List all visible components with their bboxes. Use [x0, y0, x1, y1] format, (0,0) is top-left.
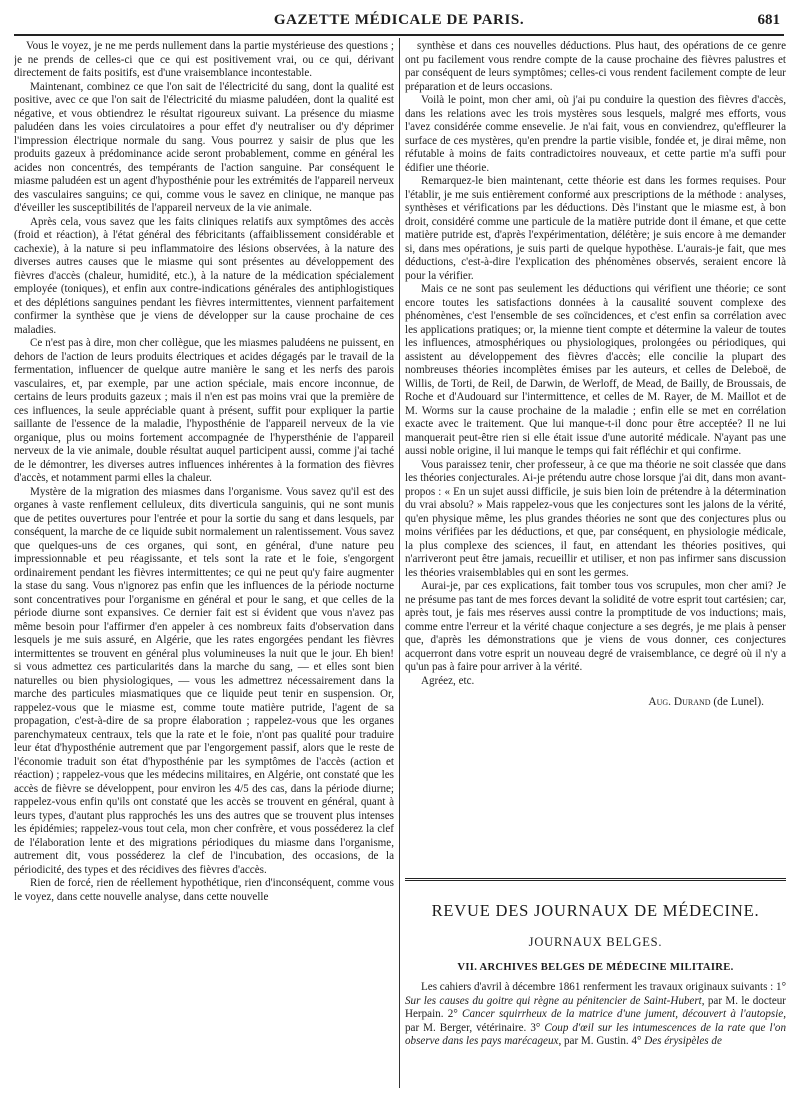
review-title: REVUE DES JOURNAUX DE MÉDECINE. — [431, 901, 760, 920]
signature-place: (de Lunel). — [713, 696, 764, 708]
paragraph: Voilà le point, mon cher ami, où j'ai pu conduire la question des fièvres d'accès, dans les relations avec les trois mystères sous lesquels, malgré mes efforts, vous l'avez considérée comme ensevelie. Je n'ai fait, vous en conviendrez, qu'effleurer la surface de ces mystères, qu'en prendre la partie visible, fondée et, je dirai même, non réfutable à moins de faits contradictoires nouveaux, et cette partie m'a suffi pour édifier une théorie. — [405, 94, 786, 174]
journal-title: GAZETTE MÉDICALE DE PARIS. — [273, 12, 525, 28]
work-title: Cancer squirrheux de la matrice d'une jument, découvert à l'autopsie — [462, 1008, 784, 1020]
page-header — [14, 8, 784, 36]
right-column — [405, 40, 786, 870]
work-title: Sur les causes du goitre qui règne au pénitencier de Saint-Hubert — [405, 994, 702, 1007]
review-body — [405, 981, 786, 1049]
paragraph: Ce n'est pas à dire, mon cher collègue, que les miasmes paludéens ne puissent, en dehors de l'action de leurs produits électriques et acides dégagés par le travail de la fermentation, influencer de quelque autre manière le sang et les nerfs des parois vasculaires, et, par exemple, par une action spéciale, mais encore inconnue, de certains de leurs produits gazeux ; mais il n'en est pas moins vrai que la première de ces influences, la seule appréciable quant à présent, suffit pour expliquer la partie saillante de l'essence de la maladie, l'hyposthénie de l'appareil nerveux de la vie organique, plus ou moins fortement accompagnée de l'hypersthénie de l'appareil nerveux de la vie animale, double résultat auquel participent aussi, comme j'ai taché de le démontrer, les diverses autres influences inhérentes à la formation des fièvres d'accès, et notamment parmi elles la chaleur. — [14, 337, 394, 484]
paragraph: Après cela, vous savez que les faits cliniques relatifs aux symptômes des accès (froid et réaction), à l'état général des fébricitants (affaiblissement considérable et cachexie), à la nature si peu inflammatoire des lésions observées, à la nature des diverses autres causes que le miasme qui sont présentes au développement des fièvres d'accès (chaleur, humidité, etc.), à la nature de la médication spécialement employée (toniques), et enfin aux contre-indications générales des antiphlogistiques et des déplétions sanguines pendant les fièvres intermittentes, viennent parfaitement confirmer la synthèse que je viens de développer sur la cause prochaine de ces maladies. — [14, 215, 394, 336]
signature-name: Aug. Durand — [648, 696, 711, 708]
review-subtitle: JOURNAUX BELGES. — [528, 935, 663, 949]
review-text: , par M. le docteur Herpain. 2° — [405, 994, 786, 1020]
signature — [405, 696, 786, 710]
review-section-heading: VII. ARCHIVES BELGES DE MÉDECINE MILITAIRE. — [457, 962, 734, 973]
left-column — [14, 40, 394, 1092]
review-text: , par M. Berger, vétérinaire. 3° — [405, 1008, 786, 1034]
column-divider — [399, 38, 400, 1088]
paragraph: Maintenant, combinez ce que l'on sait de l'électricité du sang, dont la qualité est positive, avec ce que l'on sait de l'électricité du miasme paludéen, dont la qualité est négative, et vous obtiendrez le résultat rigoureux suivant. La présence du miasme paludéen dans les voies circulatoires a pour effet d'y neutraliser ou d'y déprimer l'impression électrique normale du sang. Vous pourrez y saisir de plus que les produits gazeux à prédominance acide seront probablement, comme en général les acides non concentrés, des tempérants de l'action sanguine. Par conséquent le miasme paludéen est un agent d'hyposthénie pour les extrémités de l'appareil nerveux des vasculaires sanguins; ce qui, comme vous le savez en clinique, ne manque pas d'éveiller les susceptibilités de l'appareil nerveux de la vie animale. — [14, 80, 394, 214]
review-text: Les cahiers d'avril à décembre 1861 renferment les travaux originaux suivants : 1° — [421, 981, 786, 993]
paragraph: Remarquez-le bien maintenant, cette théorie est dans les formes requises. Pour l'établir, je me suis entièrement conformé aux prescriptions de la méthode : analyses, synthèses et vérifications par les déductions. Dès l'instant que le miasme est, à bon droit, considéré comme une particule de la matière putride dont il émane, et que cette matière putride est, d'après l'expérimentation, délétère; je suis encore à me demander si, dans mes opérations, je suis parti de quelque hypothèse. L'aurais-je fait, que mes déductions, c'est-à-dire l'explication des phénomènes observés, seraient encore là pour la vérifier. — [405, 175, 786, 282]
paragraph: Mais ce ne sont pas seulement les déductions qui vérifient une théorie; ce sont encore toutes les satisfactions données à la causalité souvent complexe des phénomènes, c'est l'ensemble de ses coïncidences, et c'est enfin sa corrélation avec les applications pratiques; or, la mienne tient compte et détermine la valeur de toutes les influences, atmosphériques ou physiologiques, prolongées ou périodiques, qui assistent au développement des fièvres d'accès; elle concilie la plupart des nombreuses théories incomplètes émises par les auteurs, et celles de Deleboë, de Willis, de Torti, de Reil, de Darwin, de Werloff, de Mead, de Bailly, de Broussais, de Roche et d'Audouard sur l'intermittence, et celles de M. Rayer, de M. Maillot et de M. Worms sur la cause prochaine de la maladie ; enfin elle se met en corrélation exacte avec le traitement. Que lui manque-t-il donc pour être acceptée? Il ne lui manquerait peut-être rien si elle était issue d'une autorité médicale. N'ayant pas une aussi noble origine, il lui manque le temps qui fait réfléchir et qui confirme. — [405, 283, 786, 457]
review-text: , par M. Gustin. 4° — [558, 1035, 642, 1047]
page-number: 681 — [757, 12, 780, 28]
paragraph: Aurai-je, par ces explications, fait tomber tous vos scrupules, mon cher ami? Je ne présume pas tant de mes forces devant la solidité de votre esprit tout cartésien; car, après tout, je fais mes réserves aussi contre la promptitude de vos inductions; mais, comme entre l'erreur et la vérité chaque conjecture a ses degrés, je me plais à penser que, d'après les démonstrations que je viens de vous donner, ces conjectures acquerront dans votre esprit un nouveau degré de vraisemblance, ce degré où il n'y a qu'un pas à faire pour arriver à la vérité. — [405, 580, 786, 673]
work-title: Des érysipèles de — [644, 1035, 722, 1047]
paragraph: Mystère de la migration des miasmes dans l'organisme. Vous savez qu'il est des organes à vaste renflement celluleux, dits diverticula sanguinis, qui ne sont munis que de petites ouvertures pour l'entrée et pour la sortie du sang et dans lesquels, par conséquent, la marche de ce liquide subit normalement un ralentissement. Vous savez que quelques-uns de ces organes, qui sont, en général, d'une nature peu impressionnable et peu réagissante, et tels sont la rate et le foie, s'engorgent ordinairement pendant les fièvres intermittentes; ce qui ne peut qu'y faire augmenter la stase du sang. Vous n'ignorez pas enfin que les influences de la période nocturne sont concentratives pour l'organisme en général et pour le sang, et que celles de la période diurne sont expansives. Ce dernier fait est si évident que vous n'avez pas même besoin pour l'affirmer d'en appeler à ces nombreux faits d'observation dans lesquels je me suis assuré, en Algérie, que les rates engorgées pendant les fièvres intermittentes se trouvent en général plus volumineuses la nuit que le jour. Eh bien! si vous admettez ces particularités dans la marche du sang, — et elles sont bien naturelles ou bien physiologiques, — vous les admettrez nécessairement dans la marche des particules miasmatiques que ce liquide peut tenir en suspension. Or, rappelez-vous que le miasme est, comme toute matière putride, l'agent de sa propagation, c'est-à-dire de sa propre élaboration ; rappelez-vous que les organes parenchymateux centraux, tels que la rate et le foie, n'ont pas qualité pour traduire leur état d'hyposthénie autrement que par l'engorgement passif, alors que le reste de l'économie traduit son état d'hyposthénie par les symptômes de l'accès (action et réaction) ; rappelez-vous que les médecins militaires, en Algérie, ont constaté que les accès de fièvre se développent, pour environ les 4/5 des cas, dans la période diurne; rappelez-vous enfin qu'ils ont constaté que les accès se trouvent en général, quant à leurs types, d'autant plus rapprochés les uns des autres que se trouvent plus intenses les épidémies; rappelez-vous tout cela, mon cher confrère, et vous posséderez la clef de l'élaboration lente et des migrations périodiques du miasme dans l'organisme, autrement dit, vous posséderez la clef de l'incubation, des occasions, de la périodicité, des types et des récidives des fièvres d'accès. — [14, 485, 394, 876]
work-title: Coup d'œil sur les intumescences de la rate que l'on observe dans les pays marécageux — [405, 1021, 786, 1047]
review-section — [405, 878, 786, 1092]
paragraph: synthèse et dans ces nouvelles déductions. Plus haut, des opérations de ce genre ont pu facilement vous rendre compte de la cause prochaine des fièvres palustres et par conséquent de leurs symptômes; celles-ci vous rendent facilement compte de leur préparation et de leurs occasions. — [405, 40, 786, 93]
paragraph: Vous paraissez tenir, cher professeur, à ce que ma théorie ne soit classée que dans les théories conjecturales. Ai-je prétendu autre chose lorsque j'ai dit, dans mon avant-propos : « En un sujet aussi difficile, je suis bien loin de prétendre à la détermination du vrai absolu? » Mais rappelez-vous que les conjectures sont les jalons de la vérité, qu'en physique même, les plus grandes théories ne sont que des conjectures plus ou moins vérifiées par les déductions, et que, par conséquent, en physiologie médicale, la plus complexe des sciences, il faut, en attendant les théories positives, qui n'arriveront peut être jamais, recueillir et utiliser, et non pas infirmer sans discussion les théories vraisemblables qui en sont les germes. — [405, 458, 786, 579]
closing: Agréez, etc. — [421, 674, 475, 687]
paragraph: Rien de forcé, rien de réellement hypothétique, rien d'inconséquent, comme vous le voyez, dans cette nouvelle analyse, dans cette nouvelle — [14, 877, 394, 903]
section-divider — [405, 878, 786, 881]
paragraph: Vous le voyez, je ne me perds nullement dans la partie mystérieuse des questions ; je ne prends de celles-ci que ce qui est positivement vrai, ou ce qui, dérivant directement de faits positifs, est d'une vraisemblance incontestable. — [14, 40, 394, 79]
